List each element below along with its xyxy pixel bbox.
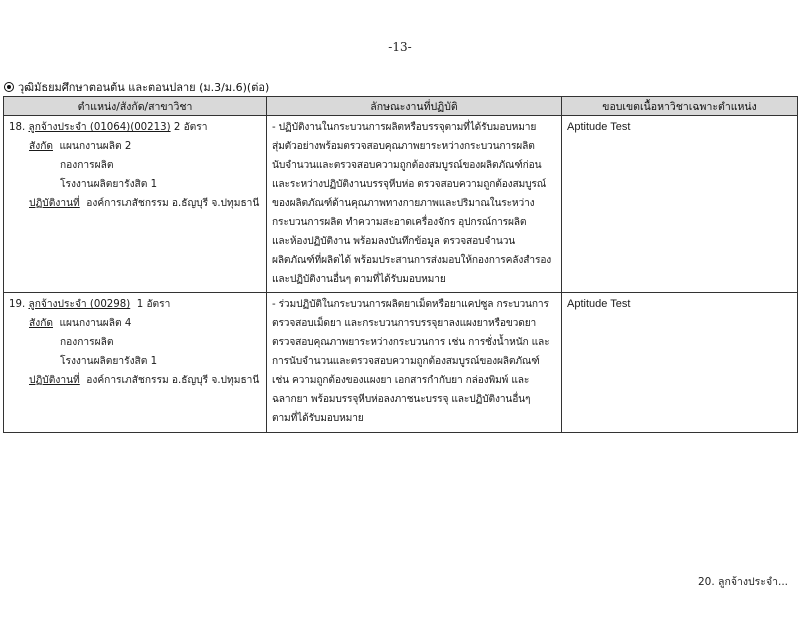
table-header-row — [4, 97, 798, 116]
affiliation-division: กองการผลิต — [60, 337, 114, 348]
duty-line: ผลิตภัณฑ์ที่ผลิตได้ พร้อมประสานการส่งมอบให้กองการคลังสำรอง — [272, 255, 552, 266]
row-number: 18. — [9, 122, 26, 133]
workplace-value: องค์การเภสัชกรรม อ.ธัญบุรี จ.ปทุมธานี — [86, 375, 260, 386]
affiliation-plant: โรงงานผลิตยารังสิต 1 — [60, 179, 158, 190]
duty-line: เช่น ความถูกต้องของแผงยา เอกสารกำกับยา กล่องพิมพ์ และ — [272, 375, 530, 386]
workplace-line — [9, 194, 261, 213]
continuation-note: 20. ลูกจ้างประจำ... — [698, 576, 789, 588]
section-title: วุฒิมัธยมศึกษาตอนต้น และตอนปลาย (ม.3/ม.6)(ต่อ) — [18, 81, 270, 94]
duty-line: กระบวนการผลิต ทำความสะอาดเครื่องจักร อุปกรณ์การผลิต — [272, 217, 527, 228]
duty-line: - ปฏิบัติงานในกระบวนการผลิตหรือบรรจุตามที่ได้รับมอบหมาย — [272, 122, 537, 133]
workplace-label: ปฏิบัติงานที่ — [29, 375, 80, 386]
vacancies: 2 อัตรา — [173, 122, 208, 133]
workplace-value: องค์การเภสัชกรรม อ.ธัญบุรี จ.ปทุมธานี — [86, 198, 260, 209]
affiliation-plant: โรงงานผลิตยารังสิต 1 — [60, 356, 158, 367]
header-scope: ขอบเขตเนื้อหาวิชาเฉพาะตำแหน่ง — [562, 97, 798, 116]
duty-line: สุ่มตัวอย่างพร้อมตรวจสอบคุณภาพยาระหว่างกระบวนการผลิต — [272, 141, 535, 152]
position-title: ลูกจ้างประจำ (01064)(00213) — [28, 122, 171, 133]
duty-line: นับจำนวนและตรวจสอบความถูกต้องสมบูรณ์ของผลิตภัณฑ์ก่อน — [272, 160, 542, 171]
affiliation-line — [9, 314, 261, 333]
row-number: 19. — [9, 299, 26, 310]
vacancies: 1 อัตรา — [136, 299, 171, 310]
scope-cell: Aptitude Test — [562, 293, 798, 433]
affiliation-label: สังกัด — [29, 141, 53, 152]
duty-line: - ร่วมปฏิบัติในกระบวนการผลิตยาเม็ดหรือยาแคปซูล กระบวนการ — [272, 299, 549, 310]
table-row — [4, 293, 798, 433]
position-title: ลูกจ้างประจำ (00298) — [28, 299, 131, 310]
position-cell — [4, 116, 267, 293]
duty-line: ตามที่ได้รับมอบหมาย — [272, 413, 364, 424]
page-number: -13- — [388, 40, 412, 54]
header-duties: ลักษณะงานที่ปฏิบัติ — [267, 97, 562, 116]
workplace-line — [9, 371, 261, 390]
header-position: ตำแหน่ง/สังกัด/สาขาวิชา — [4, 97, 267, 116]
duty-line: ฉลากยา พร้อมบรรจุหีบห่อลงภาชนะบรรจุ และปฏิบัติงานอื่นๆ — [272, 394, 531, 405]
duties-cell — [267, 293, 562, 433]
duty-line: ของผลิตภัณฑ์ด้านคุณภาพทางกายภาพและปริมาณในระหว่าง — [272, 198, 535, 209]
bullet-radio-icon — [4, 82, 14, 92]
affiliation-value: แผนกงานผลิต 2 — [59, 141, 132, 152]
duties-cell — [267, 116, 562, 293]
duty-line: และระหว่างปฏิบัติงานบรรจุหีบห่อ ตรวจสอบความถูกต้องสมบูรณ์ — [272, 179, 547, 190]
position-heading — [9, 295, 261, 314]
affiliation-value: แผนกงานผลิต 4 — [59, 318, 132, 329]
section-heading — [4, 78, 269, 96]
affiliation-label: สังกัด — [29, 318, 53, 329]
duty-line: ตรวจสอบคุณภาพยาระหว่างกระบวนการ เช่น การชั่งน้ำหนัก และ — [272, 337, 550, 348]
scope-cell: Aptitude Test — [562, 116, 798, 293]
duty-line: การนับจำนวนและตรวจสอบความถูกต้องสมบูรณ์ของผลิตภัณฑ์ — [272, 356, 540, 367]
duty-line: และห้องปฏิบัติงาน พร้อมลงบันทึกข้อมูล ตรวจสอบจำนวน — [272, 236, 516, 247]
position-heading — [9, 118, 261, 137]
table-row — [4, 116, 798, 293]
duty-line: และปฏิบัติงานอื่นๆ ตามที่ได้รับมอบหมาย — [272, 274, 446, 285]
affiliation-line — [9, 137, 261, 156]
positions-table — [3, 96, 798, 433]
workplace-label: ปฏิบัติงานที่ — [29, 198, 80, 209]
affiliation-division: กองการผลิต — [60, 160, 114, 171]
duty-line: ตรวจสอบเม็ดยา และกระบวนการบรรจุยาลงแผงยาหรือขวดยา — [272, 318, 537, 329]
position-cell — [4, 293, 267, 433]
